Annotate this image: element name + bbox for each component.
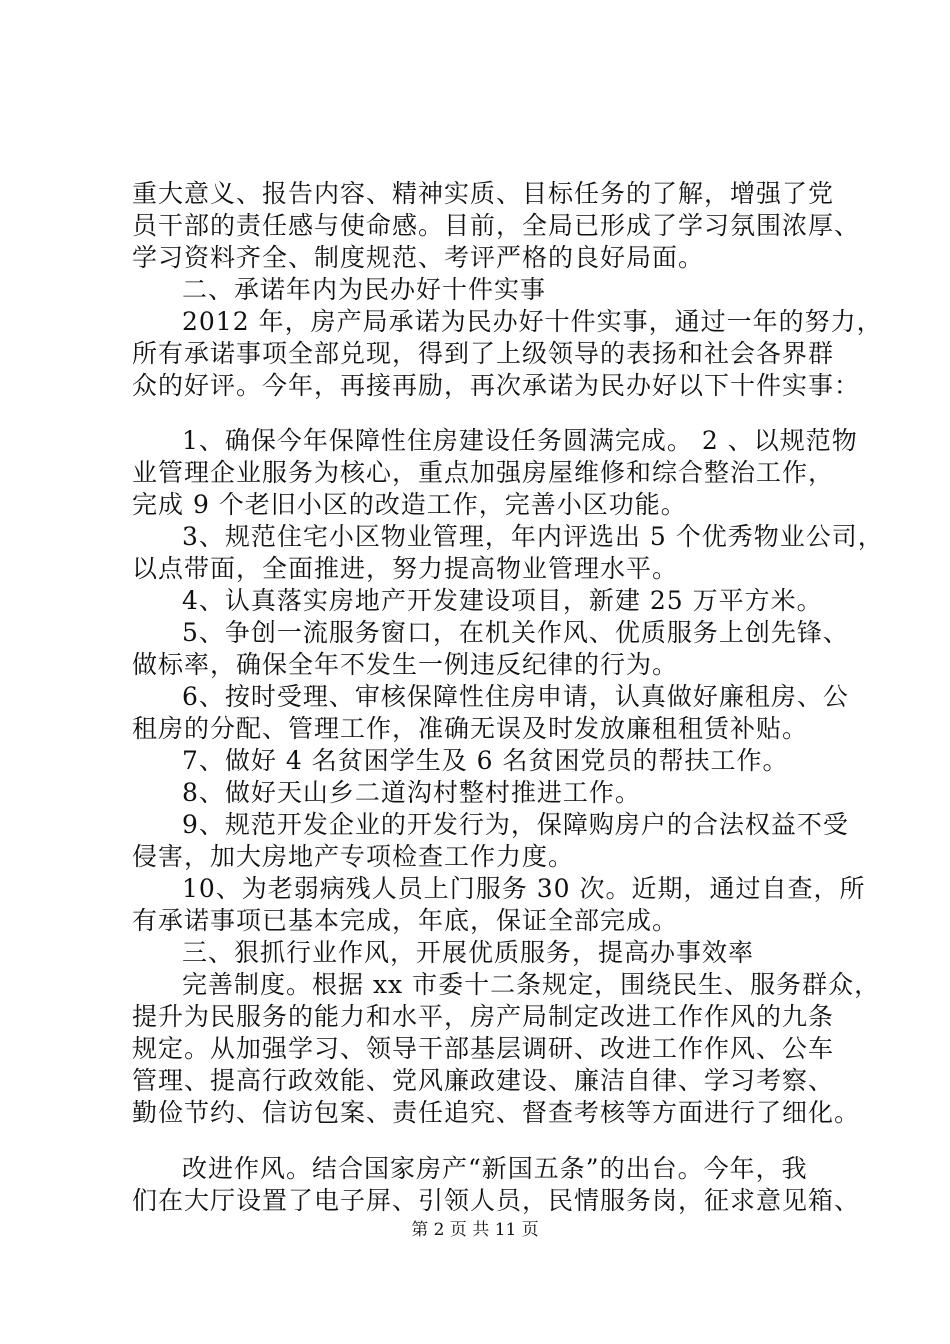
text-line: 侵害，加大房地产专项检查工作力度。 xyxy=(132,842,575,871)
section-heading: 三、狠抓行业作风，开展优质服务，提高办事效率 xyxy=(182,938,755,967)
text-line: 勤俭节约、信访包案、责任追究、督查考核等方面进行了细化。 xyxy=(132,1098,861,1127)
text-line: 重大意义、报告内容、精神实质、目标任务的了解，增强了党 xyxy=(132,179,835,208)
list-item: 7、做好 4 名贫困学生及 6 名贫困党员的帮扶工作。 xyxy=(182,746,789,775)
text-line: 租房的分配、管理工作，准确无误及时发放廉租租赁补贴。 xyxy=(132,714,809,743)
list-item: 5、争创一流服务窗口，在机关作风、优质服务上创先锋、 xyxy=(182,618,849,647)
text-line: 业管理企业服务为核心，重点加强房屋维修和综合整治工作， xyxy=(132,458,835,487)
list-item: 9、规范开发企业的开发行为，保障购房户的合法权益不受 xyxy=(182,810,849,839)
text-line: 规定。从加强学习、领导干部基层调研、改进工作作风、公车 xyxy=(132,1034,835,1063)
text-line: 员干部的责任感与使命感。目前，全局已形成了学习氛围浓厚、 xyxy=(132,211,861,240)
text-line: 有承诺事项已基本完成，年底，保证全部完成。 xyxy=(132,906,679,935)
list-item: 10、为老弱病残人员上门服务 30 次。近期，通过自查，所 xyxy=(182,874,866,903)
text-line: 改进作风。结合国家房产“新国五条”的出台。今年，我 xyxy=(182,1154,808,1183)
text-line: 所有承诺事项全部兑现，得到了上级领导的表扬和社会各界群 xyxy=(132,339,835,368)
text-line: 们在大厅设置了电子屏、引领人员，民情服务岗，征求意见箱、 xyxy=(132,1186,861,1215)
text-line: 完善制度。根据 xx 市委十二条规定，围绕民生、服务群众， xyxy=(182,970,881,999)
text-line: 众的好评。今年，再接再励，再次承诺为民办好以下十件实事： xyxy=(132,371,861,400)
text-line: 管理、提高行政效能、党风廉政建设、廉洁自律、学习考察、 xyxy=(132,1066,835,1095)
list-item: 8、做好天山乡二道沟村整村推进工作。 xyxy=(182,778,641,807)
text-line: 学习资料齐全、制度规范、考评严格的良好局面。 xyxy=(132,243,705,272)
text-line: 提升为民服务的能力和水平，房产局制定改进工作作风的九条 xyxy=(132,1002,835,1031)
text-line: 完成 9 个老旧小区的改造工作，完善小区功能。 xyxy=(132,490,687,519)
section-heading: 二、承诺年内为民办好十件实事 xyxy=(182,275,547,304)
page-number: 第 2 页 共 11 页 xyxy=(411,1220,539,1240)
list-item: 3、规范住宅小区物业管理，年内评选出 5 个优秀物业公司， xyxy=(182,522,884,551)
list-item: 4、认真落实房地产开发建设项目，新建 25 万平方米。 xyxy=(182,586,823,615)
list-item: 1、确保今年保障性住房建设任务圆满完成。 2 、以规范物 xyxy=(182,426,858,455)
text-line: 以点带面，全面推进，努力提高物业管理水平。 xyxy=(132,554,679,583)
text-line: 2012 年，房产局承诺为民办好十件实事，通过一年的努力， xyxy=(182,307,883,336)
list-item: 6、按时受理、审核保障性住房申请，认真做好廉租房、公 xyxy=(182,682,849,711)
text-line: 做标率，确保全年不发生一例违反纪律的行为。 xyxy=(132,650,679,679)
